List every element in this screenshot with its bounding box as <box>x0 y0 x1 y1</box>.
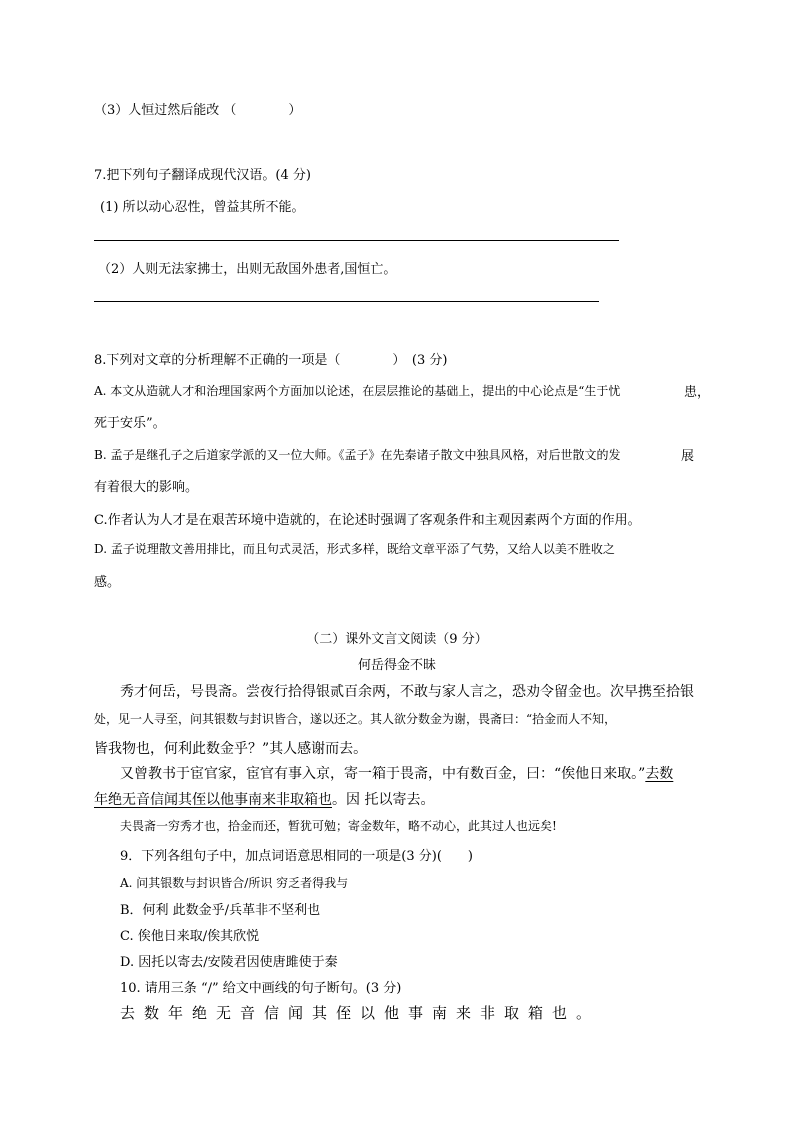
q9-option-d: D. 因托以寄去/安陵君因使唐雎使于秦 <box>120 955 338 970</box>
passage-p1-line-1: 秀才何岳，号畏斋。尝夜行拾得银贰百余两，不敢与家人言之，恐劝令留金也。次早携至拾银 <box>120 684 694 700</box>
q9-title: 9．下列各组句子中，加点词语意思相同的一项是(3 分)( ) <box>120 849 473 864</box>
passage-p2-line-2 <box>94 789 434 809</box>
q7-answer-line-1[interactable] <box>94 240 619 241</box>
q10-sentence: 去数年绝无音信闻其侄以他事南来非取箱也。 <box>120 1004 601 1022</box>
section-2-heading: （二）课外文言文阅读（9 分） <box>306 632 488 647</box>
passage-p2-line-1 <box>120 763 673 783</box>
q7-answer-line-2[interactable] <box>94 301 599 302</box>
q8-option-d-line-1: D. 孟子说理散文善用排比，而且句式灵活，形式多样，既给文章平添了气势，又给人以美不胜收之 <box>94 542 615 556</box>
q9-option-b: B．何利 此数金乎/兵革非不坚利也 <box>120 903 321 918</box>
q7-sentence-2: （2）人则无法家拂士，出则无敌国外患者,国恒亡。 <box>98 262 397 277</box>
q10-title: 10. 请用三条 “/” 给文中画线的句子断句。(3 分) <box>120 981 402 996</box>
q8-option-c: C.作者认为人才是在艰苦环境中造就的，在论述时强调了客观条件和主观因素两个方面的作用。 <box>94 513 641 528</box>
passage-p3: 夫畏斋一穷秀才也，拾金而还，暂犹可勉；寄金数年，略不动心，此其过人也远矣! <box>120 819 557 833</box>
passage-p1-line-2: 处，见一人寻至，问其银数与封识皆合，遂以还之。其人欲分数金为谢，畏斋曰：“拾金而人不知， <box>94 712 617 726</box>
q8-option-a-tail: 患， <box>684 385 711 400</box>
passage-p2-end: 。因 托以寄去。 <box>332 792 435 808</box>
q9-option-c: C. 俟他日来取/俟其欣悦 <box>120 929 260 944</box>
passage-p1-line-3: 皆我物也，何利此数金乎？”其人感谢而去。 <box>94 741 368 757</box>
q8-title: 8.下列对文章的分析理解不正确的一项是（ ） (3 分) <box>94 353 448 368</box>
underlined-sentence-start: 去数 <box>645 766 674 782</box>
q8-option-d-line-2: 感。 <box>94 575 121 590</box>
q8-option-b-line-2: 有着很大的影响。 <box>94 480 199 495</box>
q8-option-a-line-1: A. 本文从造就人才和治理国家两个方面加以论述，在层层推论的基础上，提出的中心论点是“生于忧 <box>94 384 621 398</box>
passage-p2-text: 又曾教书于宦官家，宦官有事入京，寄一箱于畏斋，中有数百金，曰：“俟他日来取。” <box>120 766 646 782</box>
q8-option-a-line-2: 死于安乐”。 <box>94 416 166 431</box>
q6-item-3: （3）人恒过然后能改 （ ） <box>94 103 302 118</box>
q8-option-b-tail: 展 <box>681 449 695 464</box>
q8-option-b-line-1: B. 孟子是继孔子之后道家学派的又一位大师。《孟子》在先秦诸子散文中独具风格，对后世散文的发 <box>94 448 621 462</box>
passage-title: 何岳得金不昧 <box>357 658 436 673</box>
q7-title: 7.把下列句子翻译成现代汉语。(4 分) <box>94 168 311 183</box>
underlined-sentence: 年绝无音信闻其侄以他事南来非取箱也 <box>94 792 332 808</box>
q9-option-a: A. 问其银数与封识皆合/所识 穷乏者得我与 <box>120 876 349 890</box>
q7-sentence-1: (1) 所以动心忍性，曾益其所不能。 <box>100 200 305 215</box>
